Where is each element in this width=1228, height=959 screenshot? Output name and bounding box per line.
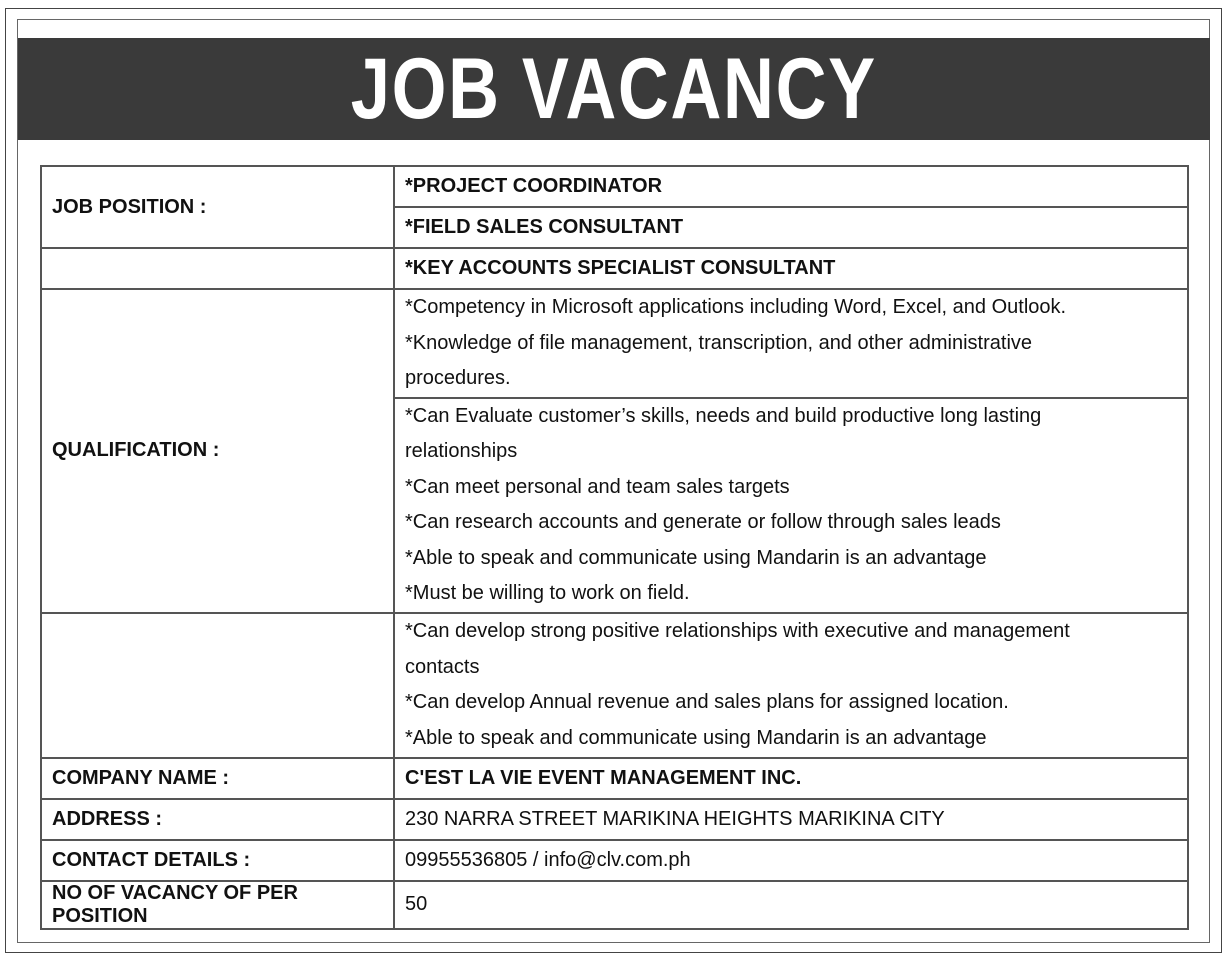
- qualification-line: procedures.: [405, 367, 511, 389]
- table-row: [41, 840, 1188, 881]
- vacancy-value: 50: [394, 881, 1188, 929]
- qualification-line: *Can research accounts and generate or follow through sales leads: [405, 511, 1001, 533]
- qualification-line: *Competency in Microsoft applications including Word, Excel, and Outlook.: [405, 296, 1067, 318]
- qualification-line: *Can develop Annual revenue and sales plans for assigned location.: [405, 691, 1009, 713]
- table-row: [41, 758, 1188, 799]
- company-name-label: COMPANY NAME :: [41, 758, 394, 799]
- qualification-label: QUALIFICATION :: [41, 289, 394, 613]
- contact-details-value: 09955536805 / info@clv.com.ph: [394, 840, 1188, 881]
- table-row: [41, 613, 1188, 758]
- table-row: [41, 289, 1188, 398]
- job-position-label: JOB POSITION :: [41, 166, 394, 248]
- position-item: *KEY ACCOUNTS SPECIALIST CONSULTANT: [394, 248, 1188, 289]
- qualification-line: contacts: [405, 655, 480, 678]
- empty-label-cell: [41, 248, 394, 289]
- address-value: 230 NARRA STREET MARIKINA HEIGHTS MARIKINA CITY: [394, 799, 1188, 840]
- table-row: [41, 799, 1188, 840]
- qualification-line: *Knowledge of file management, transcription, and other administrative: [405, 331, 1033, 354]
- qualification-line: *Able to speak and communicate using Mandarin is an advantage: [405, 726, 987, 749]
- vacancy-table: [40, 165, 1189, 930]
- position-item: *PROJECT COORDINATOR: [394, 166, 1188, 207]
- qualification-line: *Can Evaluate customer’s skills, needs and build productive long lasting: [405, 404, 1042, 427]
- qualification-group-3: [394, 613, 1188, 758]
- qualification-line: *Must be willing to work on field.: [405, 582, 690, 604]
- qualification-group-2: [394, 398, 1188, 613]
- contact-details-label: CONTACT DETAILS :: [41, 840, 394, 881]
- vacancy-label: NO OF VACANCY OF PER POSITION: [41, 881, 394, 929]
- position-item: *FIELD SALES CONSULTANT: [394, 207, 1188, 248]
- qualification-group-1: [394, 289, 1188, 398]
- address-label: ADDRESS :: [41, 799, 394, 840]
- page-title: JOB VACANCY: [350, 41, 878, 137]
- empty-label-cell: [41, 613, 394, 758]
- qualification-line: relationships: [405, 440, 518, 462]
- qualification-line: *Can meet personal and team sales targets: [405, 475, 790, 498]
- qualification-line: *Can develop strong positive relationships with executive and management: [405, 620, 1070, 642]
- table-row: [41, 166, 1188, 207]
- table-row: [41, 248, 1188, 289]
- qualification-line: *Able to speak and communicate using Mandarin is an advantage: [405, 546, 987, 569]
- company-name-value: C'EST LA VIE EVENT MANAGEMENT INC.: [394, 758, 1188, 799]
- title-banner: [18, 38, 1210, 140]
- table-row: [41, 881, 1188, 929]
